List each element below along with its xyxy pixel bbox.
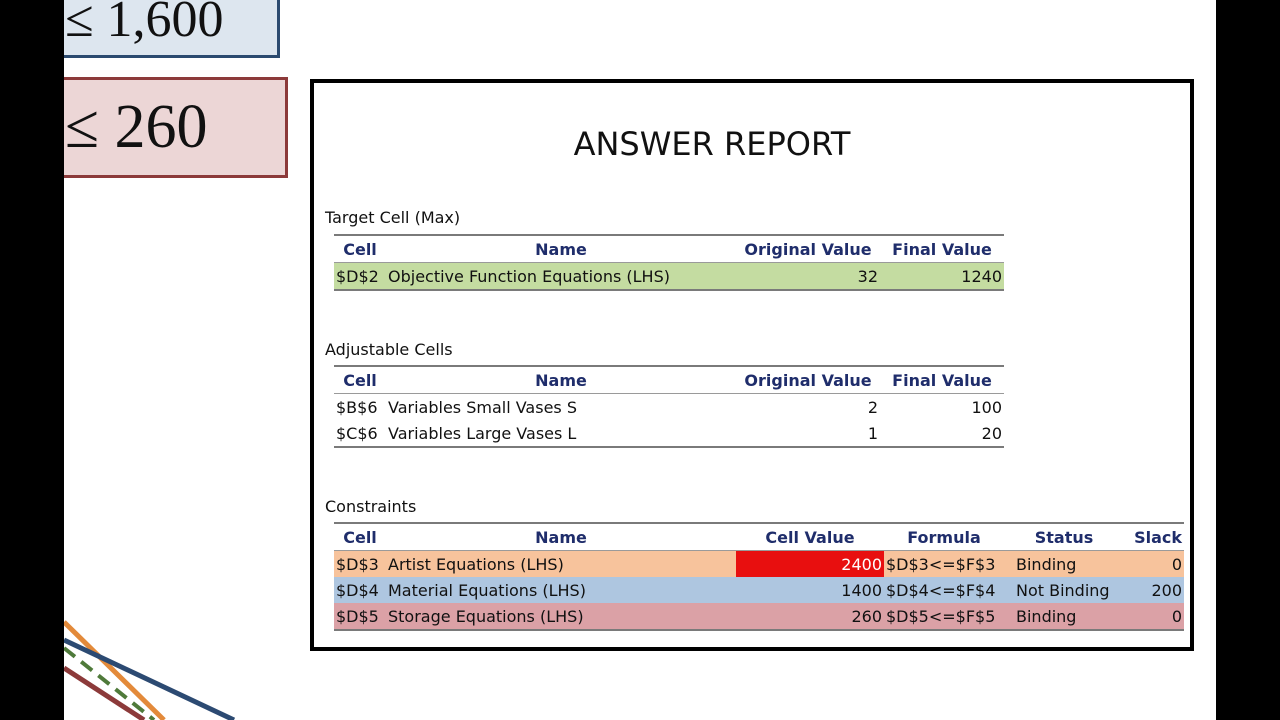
table-row xyxy=(334,577,1184,603)
table-header-row xyxy=(334,523,1184,551)
table-row xyxy=(334,263,1004,291)
col-header: Slack xyxy=(1124,523,1184,551)
deco-line-orange xyxy=(64,622,164,720)
adjustable-cells-label: Adjustable Cells xyxy=(325,340,453,359)
cell-ref: $C$6 xyxy=(334,420,386,447)
inequality-box-top xyxy=(64,0,280,58)
formula: $D$5<=$F$5 xyxy=(884,603,1004,630)
slack: 0 xyxy=(1124,603,1184,630)
adjustable-cells-table xyxy=(334,365,1004,448)
cell-ref: $D$3 xyxy=(334,551,386,578)
col-header: Original Value xyxy=(736,235,880,263)
cell-value: 1400 xyxy=(736,577,884,603)
final-value: 20 xyxy=(880,420,1004,447)
col-header: Cell xyxy=(334,366,386,394)
formula: $D$3<=$F$3 xyxy=(884,551,1004,578)
col-header: Cell xyxy=(334,523,386,551)
target-cell-table xyxy=(334,234,1004,291)
original-value: 2 xyxy=(867,397,878,417)
inequality-box-mid xyxy=(64,77,288,178)
inequality-text-top: ≤ 1,600 xyxy=(65,0,224,48)
constraints-table xyxy=(334,522,1184,631)
formula: $D$4<=$F$4 xyxy=(884,577,1004,603)
col-header: Name xyxy=(386,366,736,394)
final-value: 1240 xyxy=(880,263,1004,291)
status: Binding xyxy=(1004,603,1124,630)
table-row xyxy=(334,551,1184,578)
col-header: Status xyxy=(1004,523,1124,551)
table-row xyxy=(334,420,1004,447)
table-row xyxy=(334,394,1004,421)
cell-ref: $B$6 xyxy=(336,397,378,417)
inequality-text-mid: ≤ 260 xyxy=(65,93,208,161)
col-header: Name xyxy=(386,235,736,263)
col-header: Cell Value xyxy=(736,523,884,551)
original-value: 32 xyxy=(736,263,880,291)
slack: 200 xyxy=(1124,577,1184,603)
cell-name: Variables Large Vases L xyxy=(386,420,736,447)
cell-ref: $D$2 xyxy=(334,263,386,291)
cell-value: 260 xyxy=(736,603,884,630)
cell-name: Storage Equations (LHS) xyxy=(386,603,736,630)
table-header-row xyxy=(334,366,1004,394)
col-header: Formula xyxy=(884,523,1004,551)
table-header-row xyxy=(334,235,1004,263)
presentation-slide xyxy=(64,0,1216,720)
final-value: 100 xyxy=(971,397,1002,417)
cell-name: Variables Small Vases S xyxy=(388,397,577,417)
col-header: Final Value xyxy=(880,366,1004,394)
cell-value-highlighted: 2400 xyxy=(736,551,884,578)
target-cell-label: Target Cell (Max) xyxy=(325,208,461,227)
cell-ref: $D$4 xyxy=(334,577,386,603)
constraints-label: Constraints xyxy=(325,497,417,516)
col-header: Cell xyxy=(334,235,386,263)
report-title: ANSWER REPORT xyxy=(573,125,851,163)
cell-name: Artist Equations (LHS) xyxy=(386,551,736,578)
col-header: Final Value xyxy=(880,235,1004,263)
status: Not Binding xyxy=(1004,577,1124,603)
answer-report-panel xyxy=(310,79,1194,651)
cell-name: Material Equations (LHS) xyxy=(386,577,736,603)
col-header: Name xyxy=(386,523,736,551)
decorative-lines xyxy=(64,600,264,720)
original-value: 1 xyxy=(736,420,880,447)
deco-line-red xyxy=(64,668,144,720)
cell-ref: $D$5 xyxy=(334,603,386,630)
status: Binding xyxy=(1004,551,1124,578)
cell-name: Objective Function Equations (LHS) xyxy=(386,263,736,291)
col-header: Original Value xyxy=(736,366,880,394)
slack: 0 xyxy=(1124,551,1184,578)
table-row xyxy=(334,603,1184,630)
